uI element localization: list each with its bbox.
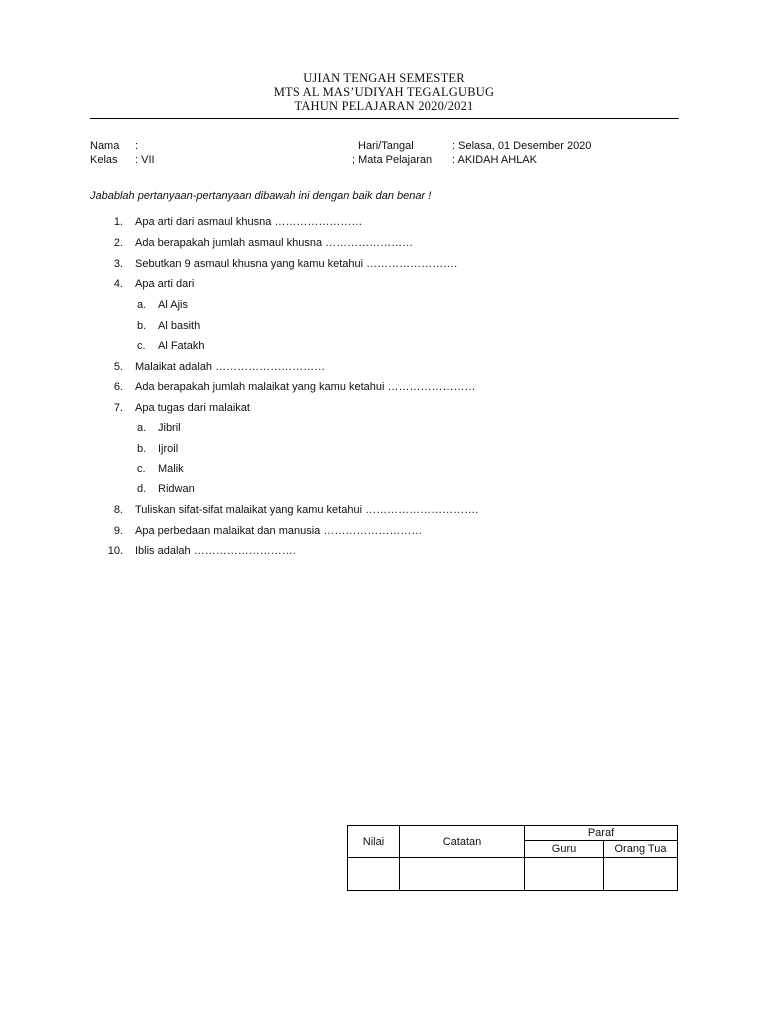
exam-header: [90, 71, 678, 113]
header-year: TAHUN PELAJARAN 2020/2021: [294, 99, 474, 113]
catatan-cell[interactable]: [400, 858, 525, 891]
nama-value: :: [135, 140, 139, 152]
hari-label: Hari/Tangal: [358, 140, 414, 152]
mapel-label: ; Mata Pelajaran: [352, 154, 433, 166]
header-divider: [90, 118, 679, 119]
catatan-header: Catatan: [400, 826, 525, 858]
instruction-text: Jabablah pertanyaan-pertanyaan dibawah ini dengan baik dan benar !: [90, 190, 432, 202]
kelas-label: Kelas: [90, 154, 118, 166]
hari-value: : Selasa, 01 Desember 2020: [452, 140, 592, 152]
header-title: UJIAN TENGAH SEMESTER: [303, 71, 465, 85]
nama-label: Nama: [90, 140, 120, 152]
nilai-cell[interactable]: [348, 858, 400, 891]
guru-header: Guru: [525, 841, 604, 858]
mapel-value: : AKIDAH AHLAK: [452, 154, 537, 166]
header-school: MTS AL MAS’UDIYAH TEGALGUBUG: [273, 85, 495, 99]
orang-tua-header: Orang Tua: [604, 841, 678, 858]
kelas-value: : VII: [135, 154, 155, 166]
exam-page: UJIAN TENGAH SEMESTER MTS AL MAS’UDIYAH TEGALGUBUG TAHUN PELAJARAN 2020/2021 Nama : Kelas : VII Hari/Tangal : Selasa, 01 Desember 2020 ; Mata Pelajaran : AKIDAH AHLAK Jabablah pertanyaan-pertanyaan dibawah ini dengan baik dan benar ! 1. Apa arti dari asmaul khusna …………………… 2. Ada berapakah jumlah asmaul khusna …………………… 3. Sebutkan 9 asmaul khusna yang kamu ketahui ……………………. 4. Apa arti dari a. Al Ajis b. Al basith c. Al Fatakh 5. Malaikat adalah ………………………… 6. Ada berapakah jumlah malaikat yang kamu ketahui …………………… 7. Apa tugas dari malaikat a. Jibril b. Ijroil c. Malik d. Ridwan 8. Tuliskan sifat-sifat malaikat yang kamu ketahui …………………………. 9. Apa perbedaan malaikat dan manusia ……………………… 10. Iblis adalah ………………………. Nilai Catatan Paraf Guru Orang Tua: [0, 0, 768, 1024]
guru-cell[interactable]: [525, 858, 604, 891]
nilai-header: Nilai: [348, 826, 400, 858]
paraf-header: Paraf: [525, 826, 678, 841]
score-table: [347, 825, 678, 891]
orang-tua-cell[interactable]: [604, 858, 678, 891]
